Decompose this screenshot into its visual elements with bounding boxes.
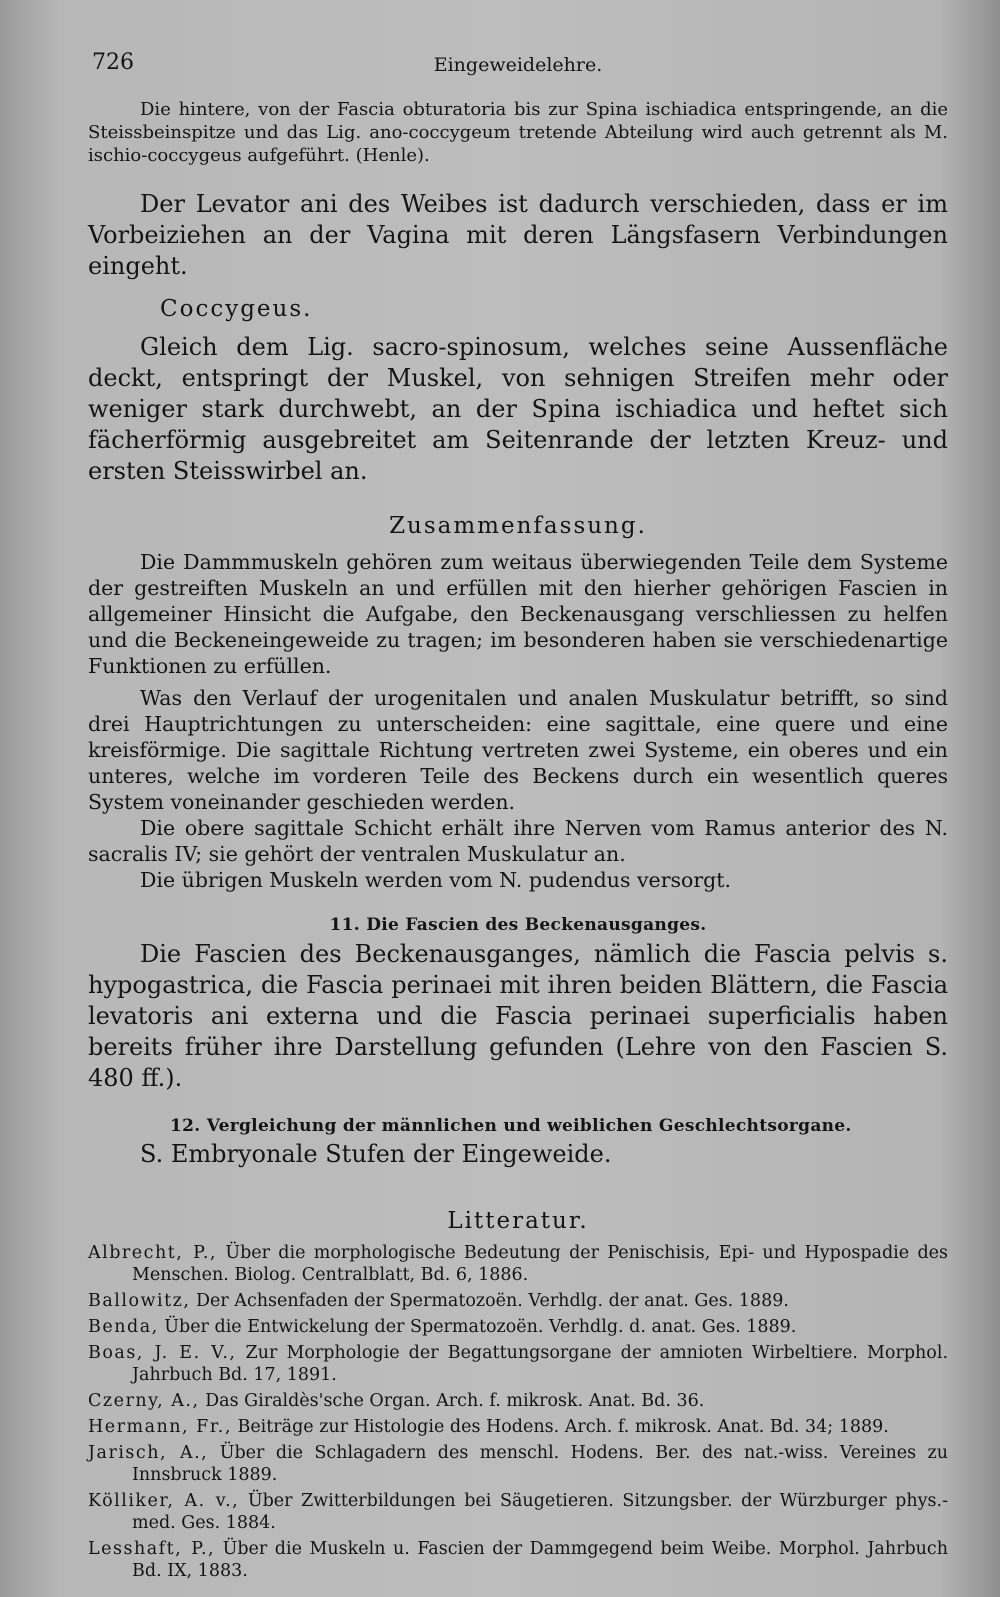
- literature-entry: [88, 1538, 948, 1582]
- ref-author: Ballowitz,: [88, 1291, 191, 1311]
- section-12-heading: 12. Vergleichung der männlichen und weiblichen Geschlechtsorgane.: [170, 1116, 852, 1136]
- section-11-paragraph: Die Fascien des Beckenausganges, nämlich die Fascia pelvis s. hypogastrica, die Fascia perinaei mit ihren beiden Blättern, die Fascia levatoris ani externa und die Fascia perinaei superficialis haben bereits früher ihre Darstellung gefunden (Lehre von den Fascien S. 480 ff.).: [88, 940, 948, 1092]
- coccygeus-paragraph: Gleich dem Lig. sacro-spinosum, welches seine Aussenfläche deckt, entspringt der Muskel, von sehnigen Streifen mehr oder weniger stark durchwebt, an der Spina ischiadica und heftet sich fächerförmig ausgebreitet am Seitenrande der letzten Kreuz- und ersten Steisswirbel an.: [88, 333, 948, 485]
- literature-heading: Litteratur.: [447, 1208, 589, 1234]
- coccygeus-heading: Coccygeus.: [160, 296, 313, 322]
- ref-text: Über die Schlagadern des menschl. Hodens. Ber. des nat.-wiss. Vereines zu Innsbruck 1889.: [132, 1443, 948, 1485]
- ref-text: Beiträge zur Histologie des Hodens. Arch. f. mikrosk. Anat. Bd. 34; 1889.: [231, 1417, 889, 1437]
- ref-author: Czerny, A.,: [88, 1391, 200, 1411]
- ref-author: Kölliker, A. v.,: [88, 1491, 240, 1511]
- section-11-heading: 11. Die Fascien des Beckenausganges.: [329, 915, 707, 935]
- ref-author: Lesshaft, P.,: [88, 1539, 216, 1559]
- literature-list: [88, 1242, 948, 1582]
- ref-text: Über die morphologische Bedeutung der Penischisis, Epi- und Hypospadie des Menschen. Biolog. Centralblatt, Bd. 6, 1886.: [132, 1243, 948, 1285]
- summary-paragraph-3: Die obere sagittale Schicht erhält ihre Nerven vom Ramus anterior des N. sacralis IV; sie gehört der ventralen Muskulatur an.: [88, 816, 948, 866]
- summary-paragraph-1: Die Dammmuskeln gehören zum weitaus überwiegenden Teile dem Systeme der gestreiften Muskeln an und erfüllen mit den hierher gehörigen Fascien in allgemeiner Hinsicht die Aufgabe, den Beckenausgang verschliessen zu helfen und die Beckeneingeweide zu tragen; im besonderen haben sie verschiedenartige Funktionen zu erfüllen.: [88, 550, 948, 678]
- literature-entry: [88, 1442, 948, 1486]
- ref-text: Zur Morphologie der Begattungsorgane der amnioten Wirbeltiere. Morphol. Jahrbuch Bd. 17, 1891.: [132, 1343, 949, 1385]
- levator-paragraph: Der Levator ani des Weibes ist dadurch verschieden, dass er im Vorbeiziehen an der Vagina mit deren Längsfasern Verbindungen eingeht.: [88, 190, 948, 280]
- literature-entry: [88, 1390, 948, 1412]
- page-number: 726: [92, 50, 134, 75]
- summary-heading: Zusammenfassung.: [389, 513, 647, 539]
- ref-author: Albrecht, P.,: [88, 1243, 217, 1263]
- page-header: [88, 40, 948, 80]
- literature-entry: [88, 1342, 948, 1386]
- section-12-cross-reference: S. Embryonale Stufen der Eingeweide.: [140, 1140, 612, 1168]
- literature-entry: [88, 1242, 948, 1286]
- ref-author: Hermann, Fr.,: [88, 1417, 232, 1437]
- ref-text: Über Zwitterbildungen bei Säugetieren. Sitzungsber. der Würzburger phys.-med. Ges. 1884.: [132, 1491, 948, 1533]
- ref-text: Der Achsenfaden der Spermatozoën. Verhdlg. der anat. Ges. 1889.: [190, 1291, 789, 1311]
- small-print-note: Die hintere, von der Fascia obturatoria bis zur Spina ischiadica entspringende, an die Steissbeinspitze und das Lig. ano-coccygeum tretende Abteilung wird auch getrennt als M. ischio-coccygeus aufgeführt. (Henle).: [88, 99, 948, 166]
- ref-text: Über die Entwickelung der Spermatozoën. Verhdlg. d. anat. Ges. 1889.: [158, 1317, 797, 1337]
- ref-author: Jarisch, A.,: [88, 1443, 209, 1463]
- summary-paragraph-4: Die übrigen Muskeln werden vom N. pudendus versorgt.: [140, 868, 732, 892]
- ref-text: Das Giraldès'sche Organ. Arch. f. mikrosk. Anat. Bd. 36.: [199, 1391, 705, 1411]
- running-head: Eingeweidelehre.: [433, 54, 603, 76]
- literature-entry: [88, 1416, 948, 1438]
- literature-entry: [88, 1490, 948, 1534]
- ref-author: Benda,: [88, 1317, 159, 1337]
- summary-paragraph-2: Was den Verlauf der urogenitalen und analen Muskulatur betrifft, so sind drei Hauptrichtungen zu unterscheiden: eine sagittale, eine quere und eine kreisförmige. Die sagittale Richtung vertreten zwei Systeme, ein oberes und ein unteres, welche im vorderen Teile des Beckens durch ein wesentlich queres System voneinander geschieden werden.: [88, 686, 948, 814]
- ref-text: Über die Muskeln u. Fascien der Dammgegend beim Weibe. Morphol. Jahrbuch Bd. IX, 1883.: [132, 1539, 948, 1581]
- literature-entry: [88, 1290, 948, 1312]
- literature-entry: [88, 1316, 948, 1338]
- ref-author: Boas, J. E. V.,: [88, 1343, 237, 1363]
